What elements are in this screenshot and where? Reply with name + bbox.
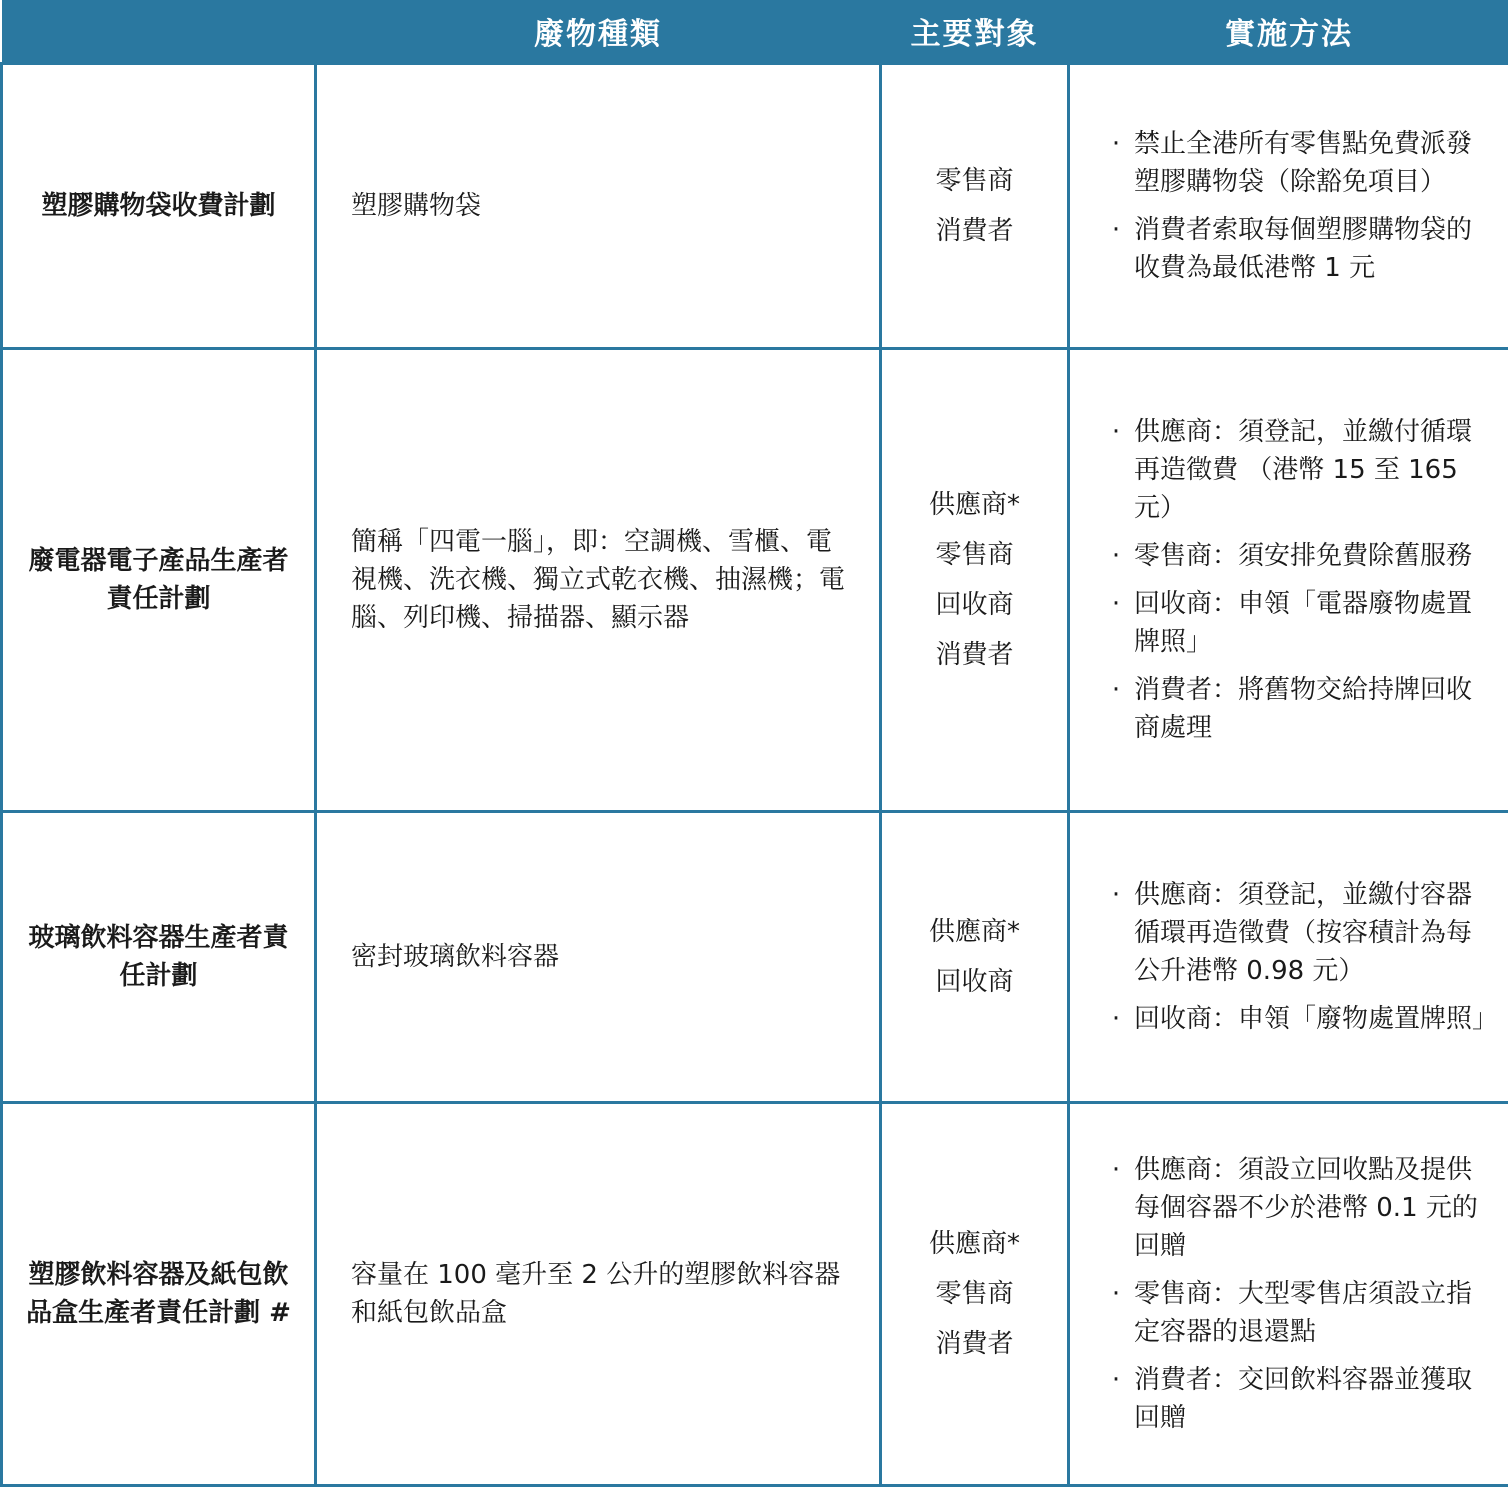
bullet-icon: · (1111, 1004, 1121, 1034)
table-header-row (2, 0, 1508, 64)
method-item (1106, 876, 1490, 990)
target-cell (881, 349, 1069, 812)
method-text: 消費者索取每個塑膠購物袋的收費為最低港幣 1 元 (1134, 215, 1473, 283)
method-list (1106, 876, 1499, 1038)
bullet-icon: · (1111, 1279, 1121, 1309)
bullet-icon: · (1111, 129, 1121, 159)
waste-type: 塑膠購物袋 (316, 64, 881, 349)
target-item: 零售商 (935, 166, 1014, 196)
method-list (1106, 413, 1490, 747)
target-cell (881, 64, 1069, 349)
target-item: 供應商* (928, 490, 1020, 520)
target-list (882, 1219, 1067, 1369)
bullet-icon: · (1111, 1365, 1121, 1395)
method-cell (1069, 349, 1508, 812)
method-list (1106, 125, 1490, 287)
waste-type: 簡稱「四電一腦」，即：空調機、雪櫃、電視機、洗衣機、獨立式乾衣機、抽濕機；電腦、列印機、掃描器、顯示器 (316, 349, 881, 812)
method-item (1106, 1000, 1499, 1038)
scheme-name: 塑膠購物袋收費計劃 (2, 64, 316, 349)
target-list (882, 156, 1067, 256)
header-target: 主要對象 (881, 0, 1069, 64)
method-item (1106, 1275, 1490, 1351)
method-text: 消費者：交回飲料容器並獲取回贈 (1134, 1365, 1473, 1433)
method-list (1106, 1151, 1490, 1437)
target-cell (881, 812, 1069, 1103)
method-item (1106, 211, 1490, 287)
target-list (882, 907, 1067, 1007)
bullet-icon: · (1111, 880, 1121, 910)
target-list (882, 480, 1067, 680)
table-row (2, 349, 1508, 812)
method-text: 供應商：須登記，並繳付容器循環再造徵費（按容積計為每公升港幣 0.98 元） (1134, 880, 1473, 986)
target-item: 供應商* (928, 917, 1020, 947)
scheme-name: 廢電器電子產品生產者責任計劃 (2, 349, 316, 812)
method-cell (1069, 812, 1508, 1103)
method-text: 禁止全港所有零售點免費派發塑膠購物袋（除豁免項目） (1134, 129, 1473, 197)
bullet-icon: · (1111, 1155, 1121, 1185)
scheme-name: 玻璃飲料容器生產者責任計劃 (2, 812, 316, 1103)
method-text: 供應商：須登記，並繳付循環再造徵費 （港幣 15 至 165 元） (1134, 417, 1473, 523)
method-text: 零售商：大型零售店須設立指定容器的退還點 (1134, 1279, 1473, 1347)
target-item: 零售商 (935, 1279, 1014, 1309)
method-cell (1069, 64, 1508, 349)
method-item (1106, 1361, 1490, 1437)
header-blank (2, 0, 316, 64)
method-text: 供應商：須設立回收點及提供每個容器不少於港幣 0.1 元的回贈 (1134, 1155, 1478, 1261)
target-item: 消費者 (935, 1329, 1014, 1359)
method-item (1106, 585, 1490, 661)
method-item (1106, 1151, 1490, 1265)
bullet-icon: · (1111, 215, 1121, 245)
header-waste-type: 廢物種類 (316, 0, 881, 64)
bullet-icon: · (1111, 541, 1121, 571)
table-row (2, 64, 1508, 349)
header-method: 實施方法 (1069, 0, 1508, 64)
waste-type: 密封玻璃飲料容器 (316, 812, 881, 1103)
target-item: 消費者 (935, 640, 1014, 670)
target-item: 消費者 (935, 216, 1014, 246)
target-item: 回收商 (935, 967, 1014, 997)
method-text: 回收商：申領「電器廢物處置牌照」 (1134, 589, 1473, 657)
target-item: 回收商 (935, 590, 1014, 620)
table-row (2, 812, 1508, 1103)
method-text: 回收商：申領「廢物處置牌照」 (1134, 1004, 1499, 1034)
bullet-icon: · (1111, 417, 1121, 447)
method-item (1106, 413, 1490, 527)
method-item (1106, 125, 1490, 201)
target-cell (881, 1103, 1069, 1486)
method-item (1106, 537, 1490, 575)
method-item (1106, 671, 1490, 747)
scheme-name: 塑膠飲料容器及紙包飲品盒生產者責任計劃 # (2, 1103, 316, 1486)
target-item: 供應商* (928, 1229, 1020, 1259)
table-row (2, 1103, 1508, 1486)
bullet-icon: · (1111, 589, 1121, 619)
bullet-icon: · (1111, 675, 1121, 705)
method-text: 零售商：須安排免費除舊服務 (1134, 541, 1473, 571)
method-text: 消費者：將舊物交給持牌回收商處理 (1134, 675, 1473, 743)
method-cell (1069, 1103, 1508, 1486)
waste-type: 容量在 100 毫升至 2 公升的塑膠飲料容器和紙包飲品盒 (316, 1103, 881, 1486)
target-item: 零售商 (935, 540, 1014, 570)
